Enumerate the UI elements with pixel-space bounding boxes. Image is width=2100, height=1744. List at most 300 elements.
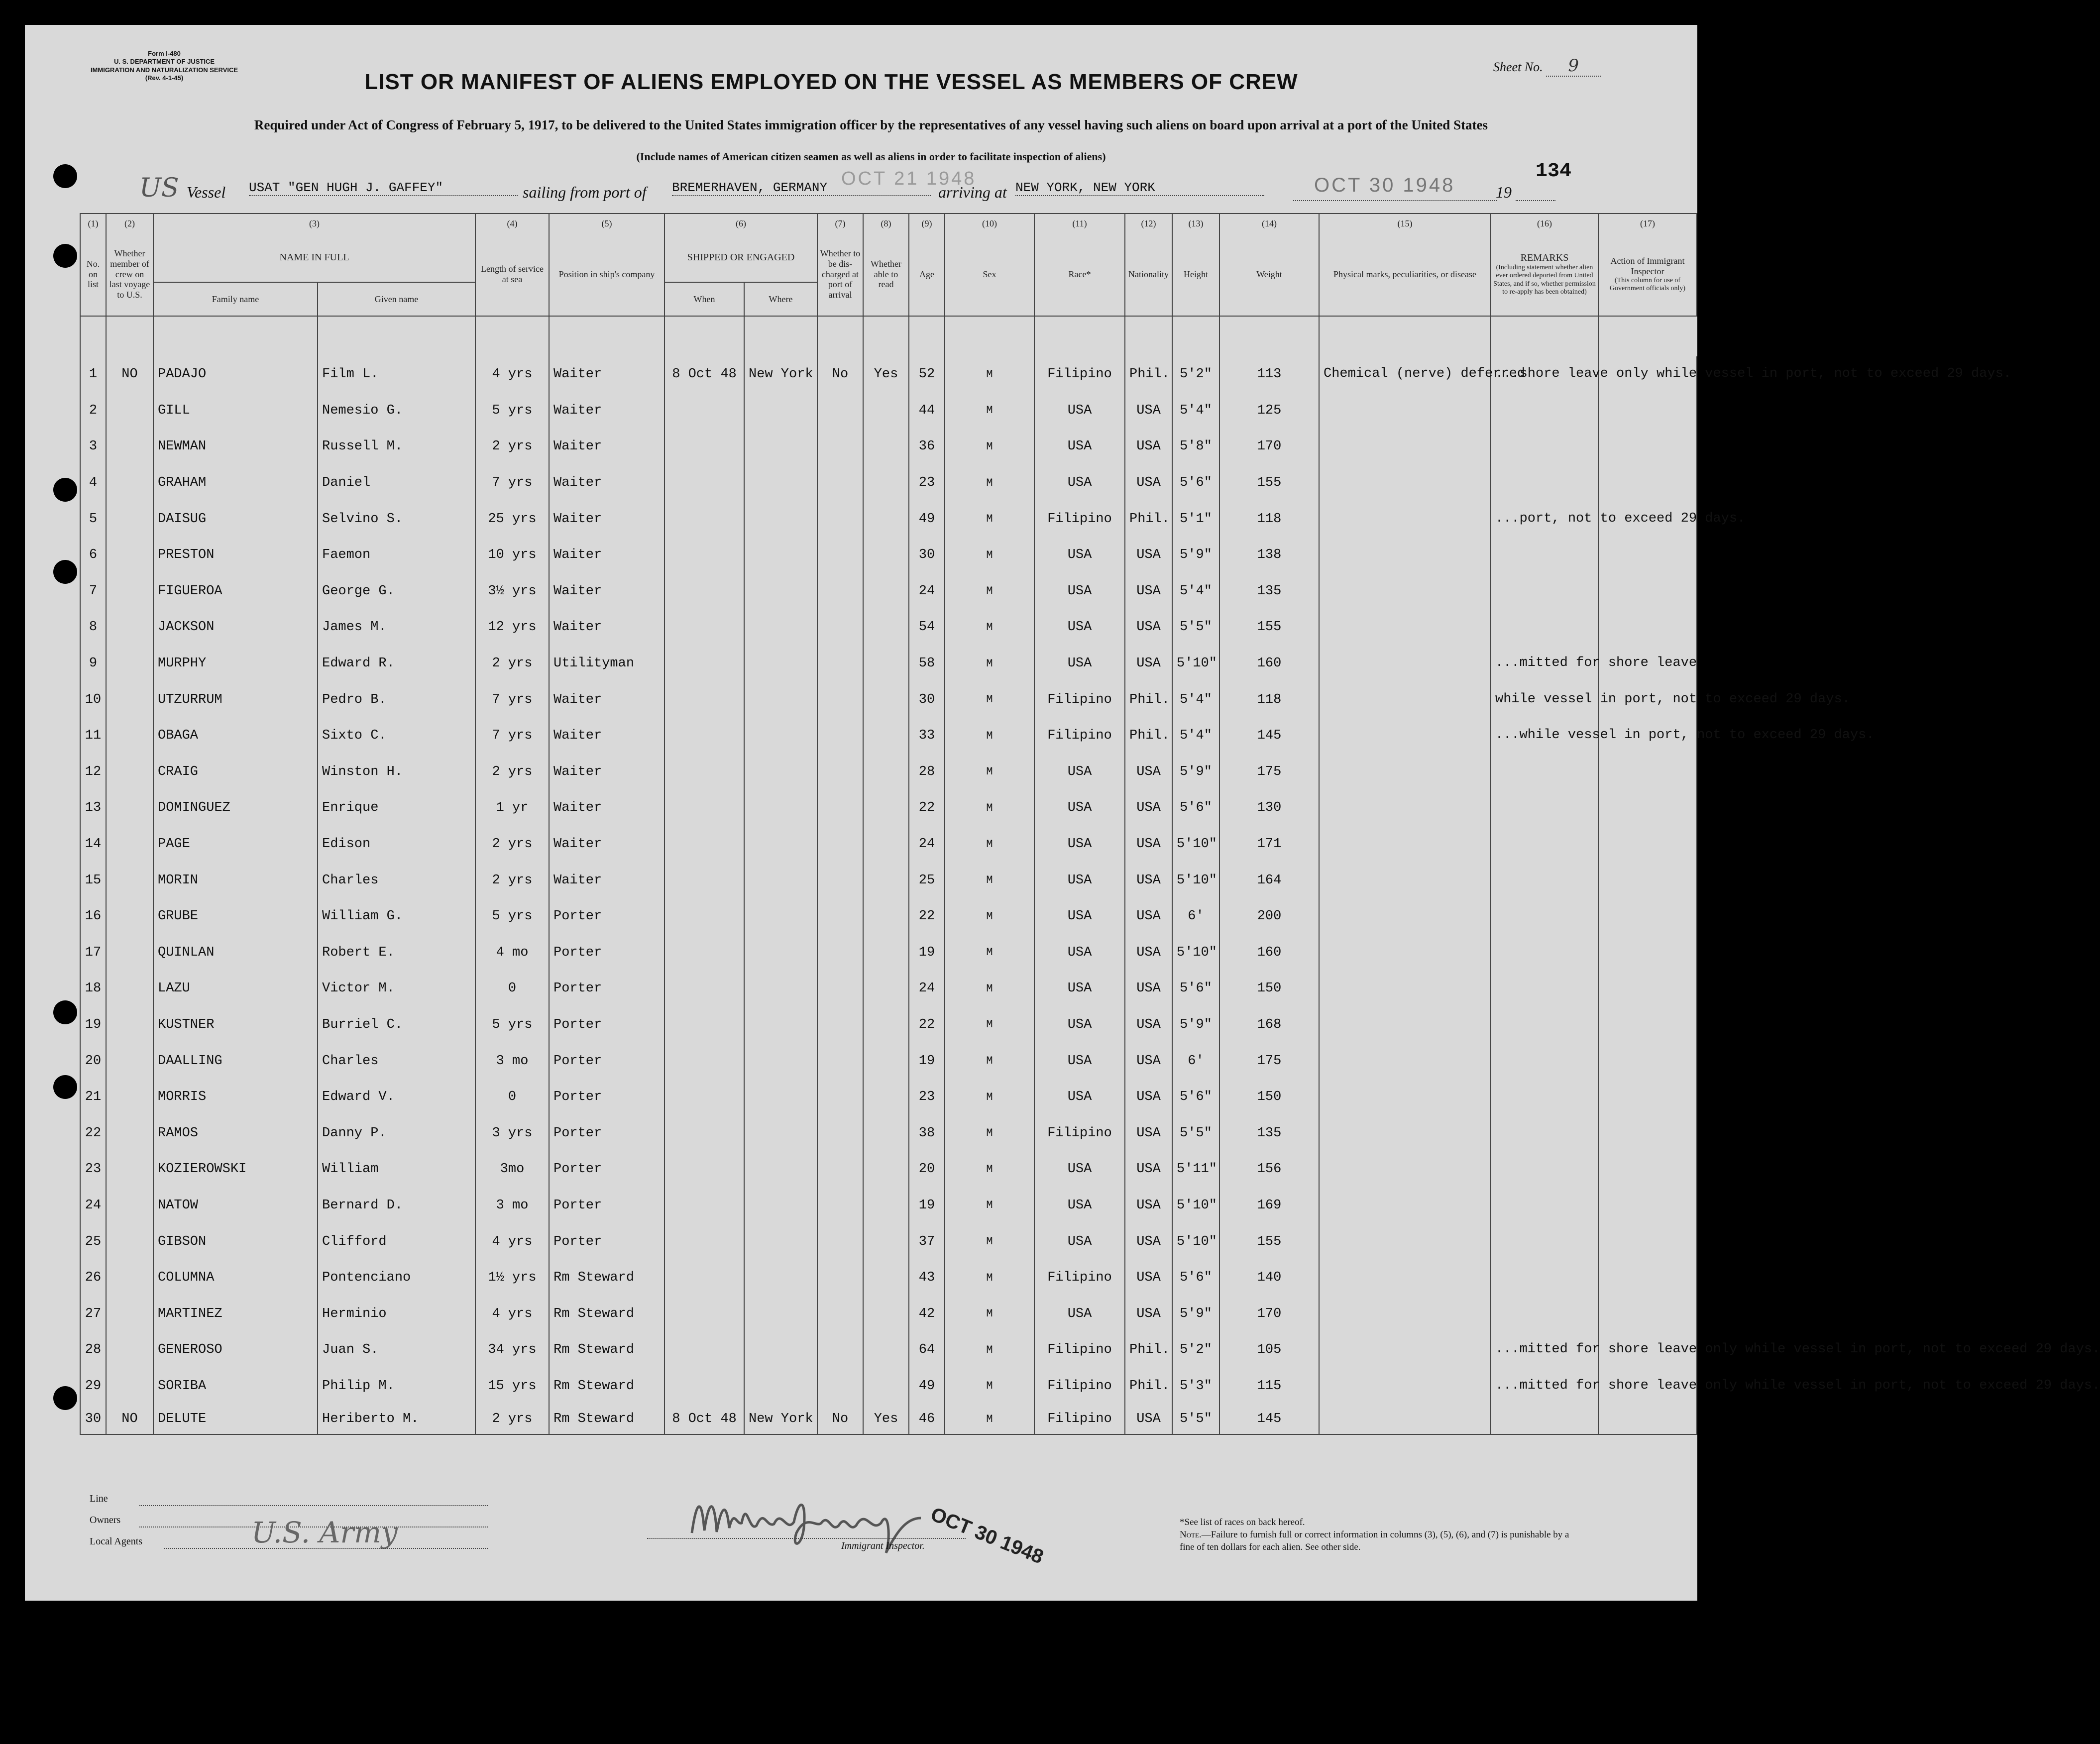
cell-given: Philip M. xyxy=(318,1368,475,1405)
cell-family: PAGE xyxy=(153,826,318,863)
inspector-label: Immigrant Inspector. xyxy=(841,1540,925,1551)
table-row xyxy=(80,356,1697,393)
cell-when xyxy=(664,1223,744,1260)
cell-read xyxy=(863,1188,909,1224)
header-position: Position in ship's company xyxy=(549,233,664,316)
cell-where xyxy=(744,1079,817,1115)
vessel-label: Vessel xyxy=(187,183,226,201)
cell-when xyxy=(664,1260,744,1296)
cell-where xyxy=(744,898,817,935)
cell-discharged xyxy=(817,1043,863,1079)
cell-sex: M xyxy=(945,718,1034,754)
cell-no: 22 xyxy=(80,1115,106,1151)
cell-marks xyxy=(1319,1332,1491,1368)
cell-marks xyxy=(1319,1115,1491,1151)
cell-given: Enrique xyxy=(318,790,475,826)
cell-remarks xyxy=(1491,573,1598,610)
cell-height: 5'4" xyxy=(1172,573,1219,610)
cell-position: Waiter xyxy=(549,356,664,393)
cell-discharged xyxy=(817,718,863,754)
cell-service: 3½ yrs xyxy=(475,573,549,610)
cell-weight: 168 xyxy=(1219,1007,1319,1043)
cell-inspector-action xyxy=(1598,790,1697,826)
cell-age: 24 xyxy=(909,971,945,1007)
cell-given: Herminio xyxy=(318,1296,475,1332)
cell-family: PRESTON xyxy=(153,537,318,573)
col-num-8: (8) xyxy=(863,214,909,233)
cell-age: 19 xyxy=(909,935,945,971)
service-name: IMMIGRATION AND NATURALIZATION SERVICE xyxy=(90,66,238,74)
cell-service: 15 yrs xyxy=(475,1368,549,1405)
cell-given: James M. xyxy=(318,609,475,646)
header-shipped-engaged: SHIPPED OR ENGAGED xyxy=(664,233,817,282)
cell-position: Waiter xyxy=(549,718,664,754)
cell-no: 9 xyxy=(80,646,106,682)
cell-age: 19 xyxy=(909,1188,945,1224)
cell-inspector-action xyxy=(1598,393,1697,429)
header-last-voyage: Whether member of crew on last voyage to U.S. xyxy=(106,233,153,316)
cell-given: Bernard D. xyxy=(318,1188,475,1224)
cell-where xyxy=(744,1151,817,1188)
cell-weight: 156 xyxy=(1219,1151,1319,1188)
cell-last xyxy=(106,465,153,501)
table-row xyxy=(80,935,1697,971)
cell-read xyxy=(863,790,909,826)
header-remarks xyxy=(1491,233,1598,316)
cell-family: UTZURRUM xyxy=(153,681,318,718)
cell-given: Nemesio G. xyxy=(318,393,475,429)
cell-sex: M xyxy=(945,898,1034,935)
cell-family: JACKSON xyxy=(153,609,318,646)
cell-discharged: No xyxy=(817,356,863,393)
cell-last xyxy=(106,1007,153,1043)
vessel-name: USAT "GEN HUGH J. GAFFEY" xyxy=(249,180,518,196)
table-row xyxy=(80,1296,1697,1332)
cell-height: 5'10" xyxy=(1172,1223,1219,1260)
col-num-2: (2) xyxy=(106,214,153,233)
cell-remarks xyxy=(1491,1223,1598,1260)
cell-nat: USA xyxy=(1125,1188,1172,1224)
cell-weight: 169 xyxy=(1219,1188,1319,1224)
arriving-label: arriving at xyxy=(938,183,1007,201)
cell-family: GRUBE xyxy=(153,898,318,935)
cell-position: Waiter xyxy=(549,790,664,826)
sheet-number xyxy=(1493,56,1601,77)
cell-discharged xyxy=(817,681,863,718)
owners-label: Owners xyxy=(90,1515,121,1526)
remarks-note: (Including statement whether alien ever ordered deported from United States, and if so, whether permission to re-apply has been obtained) xyxy=(1493,264,1596,296)
cell-when xyxy=(664,609,744,646)
cell-given: Charles xyxy=(318,1043,475,1079)
cell-weight: 105 xyxy=(1219,1332,1319,1368)
cell-nat: USA xyxy=(1125,609,1172,646)
col-num-12: (12) xyxy=(1125,214,1172,233)
cell-height: 5'1" xyxy=(1172,501,1219,537)
cell-sex: M xyxy=(945,1007,1034,1043)
col-num-5: (5) xyxy=(549,214,664,233)
cell-family: DELUTE xyxy=(153,1404,318,1434)
cell-race: USA xyxy=(1034,971,1125,1007)
cell-read: Yes xyxy=(863,1404,909,1434)
table-row xyxy=(80,609,1697,646)
cell-family: GIBSON xyxy=(153,1223,318,1260)
cell-inspector-action xyxy=(1598,826,1697,863)
cell-given: Edward R. xyxy=(318,646,475,682)
cell-height: 5'10" xyxy=(1172,826,1219,863)
table-row xyxy=(80,681,1697,718)
cell-where xyxy=(744,1223,817,1260)
cell-marks xyxy=(1319,1223,1491,1260)
cell-height: 5'6" xyxy=(1172,971,1219,1007)
cell-no: 23 xyxy=(80,1151,106,1188)
cell-marks xyxy=(1319,393,1491,429)
cell-height: 5'5" xyxy=(1172,1404,1219,1434)
table-row xyxy=(80,465,1697,501)
cell-weight: 170 xyxy=(1219,429,1319,465)
header-nationality: Nationality xyxy=(1125,233,1172,316)
cell-marks xyxy=(1319,429,1491,465)
cell-marks: Chemical (nerve) deferred xyxy=(1319,356,1491,393)
cell-remarks xyxy=(1491,754,1598,790)
cell-age: 30 xyxy=(909,537,945,573)
cell-when xyxy=(664,537,744,573)
cell-position: Waiter xyxy=(549,573,664,610)
cell-remarks xyxy=(1491,1404,1598,1434)
cell-read xyxy=(863,826,909,863)
cell-last xyxy=(106,935,153,971)
table-row xyxy=(80,1007,1697,1043)
cell-where xyxy=(744,609,817,646)
cell-no: 27 xyxy=(80,1296,106,1332)
cell-when xyxy=(664,1007,744,1043)
cell-sex: M xyxy=(945,1115,1034,1151)
cell-no: 29 xyxy=(80,1368,106,1405)
cell-nat: USA xyxy=(1125,646,1172,682)
cell-service: 3 mo xyxy=(475,1188,549,1224)
cell-remarks xyxy=(1491,1151,1598,1188)
cell-read xyxy=(863,971,909,1007)
cell-discharged xyxy=(817,1188,863,1224)
table-row xyxy=(80,754,1697,790)
cell-marks xyxy=(1319,1151,1491,1188)
cell-no: 30 xyxy=(80,1404,106,1434)
cell-marks xyxy=(1319,1368,1491,1405)
header-name-in-full: NAME IN FULL xyxy=(153,233,475,282)
cell-discharged xyxy=(817,898,863,935)
cell-remarks: ...mitted for shore leave only while vessel in port, not to exceed 29 days. xyxy=(1491,1368,1598,1405)
punch-hole xyxy=(53,1075,77,1099)
cell-weight: 140 xyxy=(1219,1260,1319,1296)
cell-when xyxy=(664,1368,744,1405)
cell-marks xyxy=(1319,1007,1491,1043)
cell-discharged xyxy=(817,393,863,429)
cell-age: 37 xyxy=(909,1223,945,1260)
cell-marks xyxy=(1319,862,1491,898)
cell-when xyxy=(664,1079,744,1115)
cell-where xyxy=(744,971,817,1007)
cell-discharged xyxy=(817,1151,863,1188)
table-row xyxy=(80,1368,1697,1405)
col-num-7: (7) xyxy=(817,214,863,233)
cell-race: USA xyxy=(1034,1079,1125,1115)
cell-read xyxy=(863,718,909,754)
table-row xyxy=(80,1223,1697,1260)
table-row xyxy=(80,537,1697,573)
cell-given: Pedro B. xyxy=(318,681,475,718)
cell-marks xyxy=(1319,1043,1491,1079)
cell-last xyxy=(106,1151,153,1188)
cell-nat: USA xyxy=(1125,754,1172,790)
cell-race: Filipino xyxy=(1034,718,1125,754)
cell-sex: M xyxy=(945,1151,1034,1188)
table-row xyxy=(80,1115,1697,1151)
cell-nat: USA xyxy=(1125,898,1172,935)
cell-inspector-action xyxy=(1598,429,1697,465)
cell-remarks: ...port, not to exceed 29 days. xyxy=(1491,501,1598,537)
cell-where: New York xyxy=(744,356,817,393)
cell-sex: M xyxy=(945,356,1034,393)
cell-weight: 118 xyxy=(1219,501,1319,537)
cell-age: 25 xyxy=(909,862,945,898)
cell-discharged xyxy=(817,862,863,898)
cell-height: 5'4" xyxy=(1172,393,1219,429)
sailing-port: BREMERHAVEN, GERMANY xyxy=(672,180,931,196)
cell-weight: 175 xyxy=(1219,754,1319,790)
cell-weight: 164 xyxy=(1219,862,1319,898)
cell-height: 5'6" xyxy=(1172,465,1219,501)
cell-service: 7 yrs xyxy=(475,681,549,718)
cell-age: 24 xyxy=(909,826,945,863)
cell-height: 5'6" xyxy=(1172,790,1219,826)
cell-sex: M xyxy=(945,1404,1034,1434)
cell-height: 5'10" xyxy=(1172,935,1219,971)
cell-last xyxy=(106,1188,153,1224)
cell-given: Victor M. xyxy=(318,971,475,1007)
cell-race: USA xyxy=(1034,429,1125,465)
cell-weight: 145 xyxy=(1219,1404,1319,1434)
cell-position: Rm Steward xyxy=(549,1368,664,1405)
cell-where xyxy=(744,1188,817,1224)
department-name: U. S. DEPARTMENT OF JUSTICE xyxy=(114,58,215,66)
cell-age: 19 xyxy=(909,1043,945,1079)
cell-service: 2 yrs xyxy=(475,429,549,465)
cell-when xyxy=(664,790,744,826)
cell-nat: USA xyxy=(1125,1079,1172,1115)
punch-hole xyxy=(53,164,77,188)
header-age: Age xyxy=(909,233,945,316)
cell-sex: M xyxy=(945,935,1034,971)
cell-nat: Phil. xyxy=(1125,501,1172,537)
cell-no: 5 xyxy=(80,501,106,537)
col-num-3: (3) xyxy=(153,214,475,233)
cell-family: KOZIEROWSKI xyxy=(153,1151,318,1188)
cell-family: RAMOS xyxy=(153,1115,318,1151)
cell-when xyxy=(664,429,744,465)
cell-height: 5'11" xyxy=(1172,1151,1219,1188)
cell-discharged xyxy=(817,1223,863,1260)
cell-given: Selvino S. xyxy=(318,501,475,537)
cell-service: 25 yrs xyxy=(475,501,549,537)
cell-service: 2 yrs xyxy=(475,862,549,898)
cell-height: 5'9" xyxy=(1172,754,1219,790)
vessel-annotation: US xyxy=(139,173,179,203)
inspector-date-stamp: OCT 30 1948 xyxy=(927,1503,1047,1568)
cell-remarks xyxy=(1491,1079,1598,1115)
cell-discharged xyxy=(817,1007,863,1043)
cell-last xyxy=(106,501,153,537)
cell-sex: M xyxy=(945,1223,1034,1260)
cell-race: Filipino xyxy=(1034,1332,1125,1368)
cell-inspector-action xyxy=(1598,1223,1697,1260)
cell-remarks: ...mitted for shore leave xyxy=(1491,646,1598,682)
cell-given: William G. xyxy=(318,898,475,935)
cell-last xyxy=(106,1260,153,1296)
note-text: —Failure to furnish full or correct information in columns (3), (5), (6), and (7) is punishable by a fine of ten dollars for each alien. See other side. xyxy=(1180,1529,1569,1552)
cell-position: Rm Steward xyxy=(549,1404,664,1434)
cell-when: 8 Oct 48 xyxy=(664,1404,744,1434)
cell-race: Filipino xyxy=(1034,1368,1125,1405)
cell-given: Film L. xyxy=(318,356,475,393)
cell-last xyxy=(106,646,153,682)
table-row xyxy=(80,1188,1697,1224)
cell-age: 49 xyxy=(909,501,945,537)
cell-read: Yes xyxy=(863,356,909,393)
cell-family: COLUMNA xyxy=(153,1260,318,1296)
header-where: Where xyxy=(744,282,817,316)
cell-where xyxy=(744,681,817,718)
cell-service: 5 yrs xyxy=(475,393,549,429)
cell-discharged xyxy=(817,537,863,573)
cell-age: 43 xyxy=(909,1260,945,1296)
cell-read xyxy=(863,1368,909,1405)
header-inspector-action xyxy=(1598,233,1697,316)
cell-service: 3 yrs xyxy=(475,1115,549,1151)
cell-age: 23 xyxy=(909,1079,945,1115)
cell-nat: Phil. xyxy=(1125,1368,1172,1405)
cell-race: USA xyxy=(1034,465,1125,501)
cell-weight: 135 xyxy=(1219,573,1319,610)
cell-when xyxy=(664,681,744,718)
cell-where xyxy=(744,754,817,790)
cell-position: Porter xyxy=(549,971,664,1007)
crew-table xyxy=(80,213,2100,1435)
cell-no: 20 xyxy=(80,1043,106,1079)
cell-weight: 135 xyxy=(1219,1115,1319,1151)
cell-discharged xyxy=(817,609,863,646)
cell-height: 5'5" xyxy=(1172,1115,1219,1151)
cell-race: Filipino xyxy=(1034,681,1125,718)
cell-family: LAZU xyxy=(153,971,318,1007)
cell-remarks xyxy=(1491,393,1598,429)
cell-remarks xyxy=(1491,1043,1598,1079)
cell-race: USA xyxy=(1034,609,1125,646)
cell-remarks xyxy=(1491,790,1598,826)
cell-weight: 130 xyxy=(1219,790,1319,826)
cell-service: 4 mo xyxy=(475,935,549,971)
table-row xyxy=(80,393,1697,429)
table-row xyxy=(80,862,1697,898)
cell-when xyxy=(664,1296,744,1332)
cell-age: 49 xyxy=(909,1368,945,1405)
cell-sex: M xyxy=(945,465,1034,501)
line-field xyxy=(139,1504,488,1506)
cell-discharged xyxy=(817,971,863,1007)
cell-weight: 138 xyxy=(1219,537,1319,573)
form-header xyxy=(85,50,244,82)
cell-last xyxy=(106,1223,153,1260)
cell-nat: USA xyxy=(1125,1260,1172,1296)
cell-no: 10 xyxy=(80,681,106,718)
cell-given: Daniel xyxy=(318,465,475,501)
cell-marks xyxy=(1319,1079,1491,1115)
cell-when xyxy=(664,826,744,863)
cell-age: 46 xyxy=(909,1404,945,1434)
cell-read xyxy=(863,1151,909,1188)
cell-sex: M xyxy=(945,681,1034,718)
cell-given: Russell M. xyxy=(318,429,475,465)
cell-discharged xyxy=(817,1079,863,1115)
header-physical-marks: Physical marks, peculiarities, or disease xyxy=(1319,233,1491,316)
cell-when: 8 Oct 48 xyxy=(664,356,744,393)
table-row xyxy=(80,1043,1697,1079)
cell-weight: 115 xyxy=(1219,1368,1319,1405)
cell-no: 4 xyxy=(80,465,106,501)
cell-family: KUSTNER xyxy=(153,1007,318,1043)
cell-height: 5'9" xyxy=(1172,1296,1219,1332)
cell-marks xyxy=(1319,646,1491,682)
cell-last xyxy=(106,537,153,573)
cell-position: Waiter xyxy=(549,501,664,537)
cell-nat: USA xyxy=(1125,429,1172,465)
cell-nat: Phil. xyxy=(1125,1332,1172,1368)
cell-sex: M xyxy=(945,790,1034,826)
cell-inspector-action xyxy=(1598,1296,1697,1332)
cell-position: Waiter xyxy=(549,537,664,573)
cell-age: 36 xyxy=(909,429,945,465)
cell-family: FIGUEROA xyxy=(153,573,318,610)
cell-remarks xyxy=(1491,971,1598,1007)
cell-age: 28 xyxy=(909,754,945,790)
revision-date: (Rev. 4-1-45) xyxy=(145,74,184,82)
cell-read xyxy=(863,646,909,682)
cell-last xyxy=(106,1043,153,1079)
cell-weight: 155 xyxy=(1219,465,1319,501)
cell-marks xyxy=(1319,1404,1491,1434)
cell-weight: 150 xyxy=(1219,1079,1319,1115)
cell-when xyxy=(664,1332,744,1368)
cell-marks xyxy=(1319,898,1491,935)
cell-marks xyxy=(1319,465,1491,501)
cell-age: 44 xyxy=(909,393,945,429)
header-when: When xyxy=(664,282,744,316)
cell-height: 5'3" xyxy=(1172,1368,1219,1405)
cell-where xyxy=(744,501,817,537)
header-no-on-list: No. on list xyxy=(80,233,106,316)
cell-read xyxy=(863,609,909,646)
header-race: Race* xyxy=(1034,233,1125,316)
cell-last xyxy=(106,754,153,790)
cell-inspector-action xyxy=(1598,573,1697,610)
cell-race: Filipino xyxy=(1034,356,1125,393)
header-height: Height xyxy=(1172,233,1219,316)
cell-service: 7 yrs xyxy=(475,718,549,754)
cell-height: 5'8" xyxy=(1172,429,1219,465)
cell-discharged: No xyxy=(817,1404,863,1434)
cell-no: 26 xyxy=(80,1260,106,1296)
cell-where xyxy=(744,1043,817,1079)
cell-sex: M xyxy=(945,393,1034,429)
cell-nat: USA xyxy=(1125,862,1172,898)
